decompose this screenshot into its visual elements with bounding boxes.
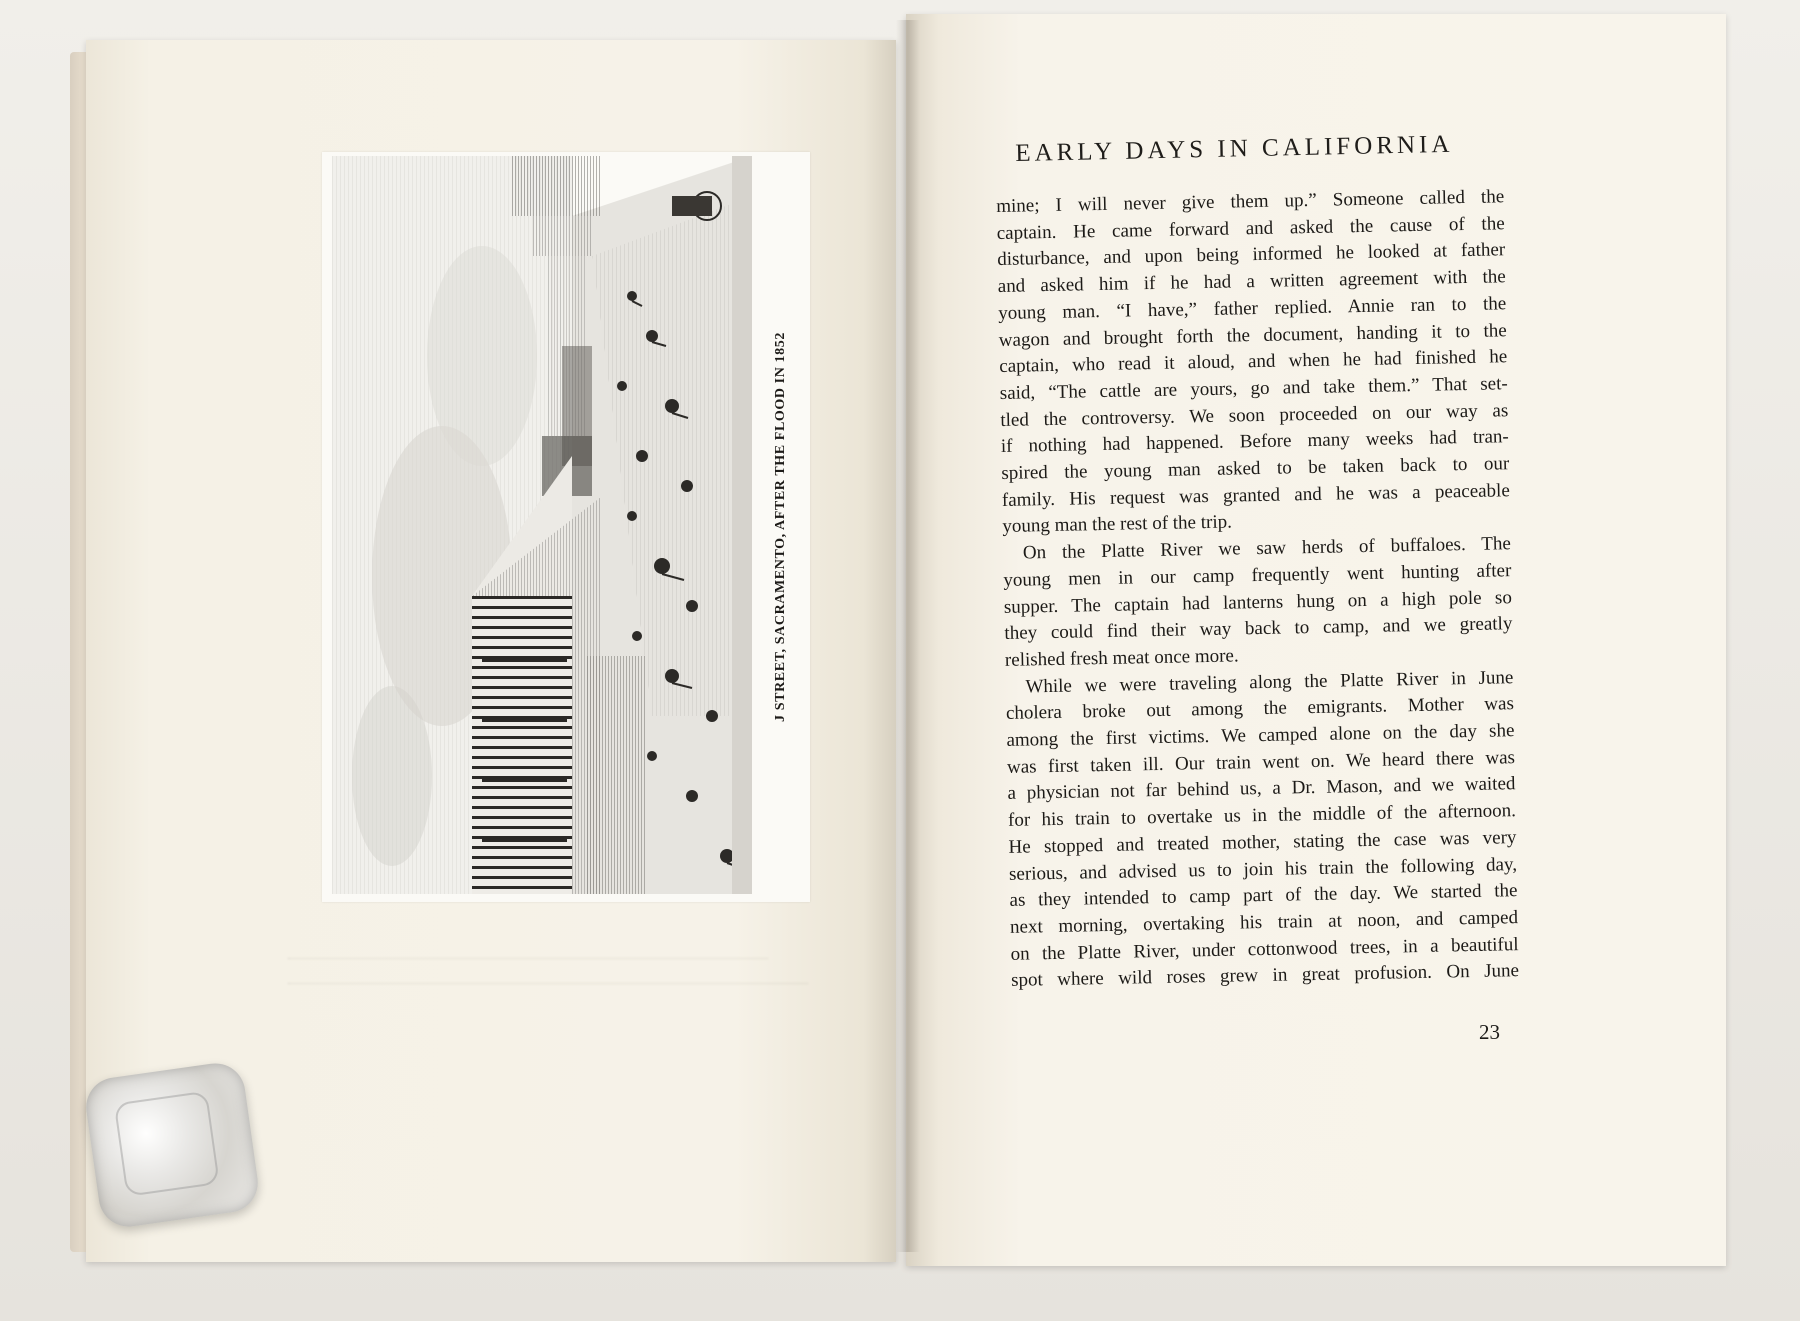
text-line: disturbance, and upon being informed he looked at father [997, 239, 1506, 271]
text-line: relished fresh meat once more. [1004, 645, 1239, 671]
text-line: they could find their way back to camp, and we greatly [1004, 613, 1513, 645]
illustration-plate [322, 152, 810, 902]
text-line: He stopped and treated mother, stating the case was very [1008, 827, 1517, 858]
text-line: spot where wild roses grew in great profusion. On June [1010, 960, 1520, 992]
running-head: EARLY DAYS IN CALIFORNIA [1015, 130, 1454, 167]
text-line: serious, and advised us to join his train the following day, [1008, 853, 1518, 885]
text-line: While we were traveling along the Platte River in June [1025, 666, 1514, 698]
text-line: captain. He came forward and asked the cause of the [996, 212, 1505, 244]
page-number: 23 [1479, 1020, 1500, 1044]
text-line: for his train to overtake us in the middle of the afternoon. [1007, 800, 1517, 832]
text-line: young man the rest of the trip. [1002, 511, 1233, 538]
text-line: tled the controversy. We soon proceeded on our way as [1000, 399, 1509, 431]
text-line: a physician not far behind us, a Dr. Mason, and we waited [1007, 773, 1516, 805]
text-line: captain, who read it aloud, and when he had finished he [999, 346, 1508, 378]
text-line: was first taken ill. Our train went on. We heard there was [1006, 746, 1516, 778]
text-line: next morning, overtaking his train at noon, and camped [1009, 907, 1519, 938]
plate-caption: J STREET, SACRAMENTO, AFTER THE FLOOD IN 1852 [773, 332, 788, 722]
text-line: and asked him if he had a written agreement with the [997, 266, 1506, 298]
text-line: On the Platte River we saw herds of buffaloes. The [1022, 533, 1512, 564]
text-line: said, “The cattle are yours, go and take them.” That set- [999, 373, 1508, 404]
glass-page-weight [82, 1060, 261, 1231]
plate-caption-area [752, 152, 810, 902]
text-line: wagon and brought forth the document, handing it to the [998, 319, 1507, 351]
text-line: mine; I will never give them up.” Someone called the [996, 186, 1505, 217]
text-line: supper. The captain had lanterns hung on a high pole so [1003, 586, 1513, 618]
text-line: as they intended to camp part of the day. We started the [1009, 880, 1518, 912]
bleed-through-text [288, 934, 848, 984]
text-line: on the Platte River, under cottonwood trees, in a beautiful [1010, 933, 1519, 965]
text-line: if nothing had happened. Before many weeks had tran- [1000, 426, 1509, 458]
text-line: among the first victims. We camped alone on the day she [1006, 720, 1515, 751]
text-line: young men in our camp frequently went hunting after [1003, 560, 1512, 591]
book-gutter [896, 20, 920, 1252]
page-body-text [996, 184, 1519, 995]
text-line: spired the young man asked to be taken back to our [1001, 453, 1510, 484]
j-street-engraving [332, 156, 752, 894]
text-line: family. His request was granted and he was a peaceable [1001, 479, 1510, 511]
text-line: cholera broke out among the emigrants. Mother was [1005, 693, 1515, 725]
text-line: young man. “I have,” father replied. Annie ran to the [998, 293, 1507, 324]
